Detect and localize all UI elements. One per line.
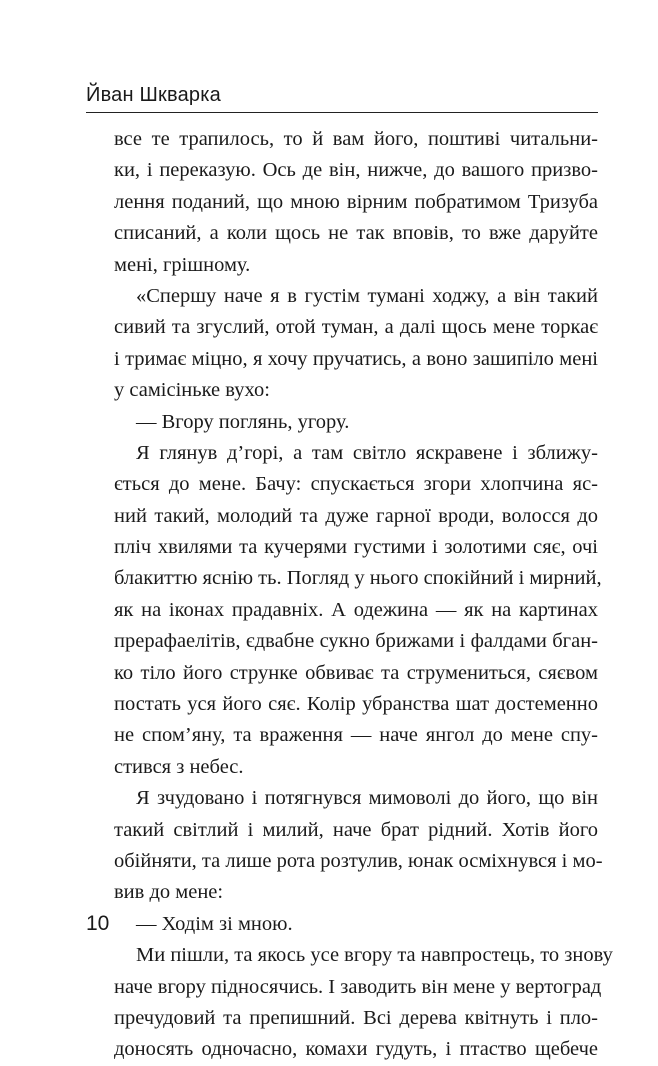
text-line: такий світлий і милий, наче брат рідний. Хотів його [114, 818, 598, 841]
header-rule [86, 112, 598, 113]
text-line: вив до мене: [114, 881, 224, 904]
text-line: не спом’яну, та враження — наче янгол до мене спу- [114, 724, 598, 747]
text-line: обійняти, та лише рота розтулив, юнак осміхнувся і мо- [114, 849, 603, 872]
text-line: Я зчудовано і потягнувся мимоволі до його, що він [136, 787, 598, 810]
text-line: — Ходім зі мною. [136, 912, 293, 935]
text-line: наче вгору підносячись. І заводить він мене у вертоград [114, 975, 602, 998]
text-line: як на іконах прадавніх. А одежина — як на картинах [114, 598, 598, 621]
text-line: ний такий, молодий та дуже гарної вроди, волосся до [114, 504, 598, 527]
text-line: сивий та згуслий, отой туман, а далі щось мене торкає [114, 316, 598, 339]
text-line: ки, і переказую. Ось де він, нижче, до вашого призво- [114, 159, 598, 182]
text-line: все те трапилось, то й вам його, поштиві читальни- [114, 128, 598, 150]
body-text [114, 124, 613, 1066]
text-line: стився з небес. [114, 755, 244, 778]
text-line: «Спершу наче я в густім тумані ходжу, а він такий [136, 284, 598, 307]
text-line: пліч хвилями та кучерями густими і золотими сяє, очі [114, 536, 598, 559]
text-line: прерафаелітів, єдвабне сукно брижами і фалдами бган- [114, 630, 598, 653]
text-line: списаний, а коли щось не так вповів, то вже даруйте [114, 222, 598, 245]
text-line: мені, грішному. [114, 253, 251, 276]
text-line: Я глянув д’горі, а там світло яскравене і зближу- [136, 441, 598, 464]
text-line: і тримає міцно, я хочу пручатись, а воно зашипіло мені [114, 347, 598, 370]
text-line: доносять одночасно, комахи гудуть, і птаство щебече [114, 1038, 598, 1061]
text-line: постать уся його сяє. Колір убранства шат достеменно [114, 693, 598, 716]
text-line: лення поданий, що мною вірним побратимом Тризуба [114, 190, 598, 213]
text-line: Ми пішли, та якось усе вгору та навпростець, то знову [136, 944, 613, 967]
running-head-author: Йван Шкварка [86, 84, 221, 106]
text-line: ється до мене. Бачу: спускається згори хлопчина яс- [114, 473, 598, 496]
text-line: — Вгору поглянь, угору. [136, 410, 350, 433]
text-line: ко тіло його струнке обвиває та струмениться, сяєвом [114, 661, 598, 684]
text-line: блакиттю яснію ть. Погляд у нього спокійний і мирний, [114, 567, 602, 590]
text-line: у самісіньке вухо: [114, 379, 270, 402]
text-line: пречудовий та препишний. Всі дерева квітнуть і пло- [114, 1006, 598, 1029]
page-number: 10 [86, 912, 110, 935]
